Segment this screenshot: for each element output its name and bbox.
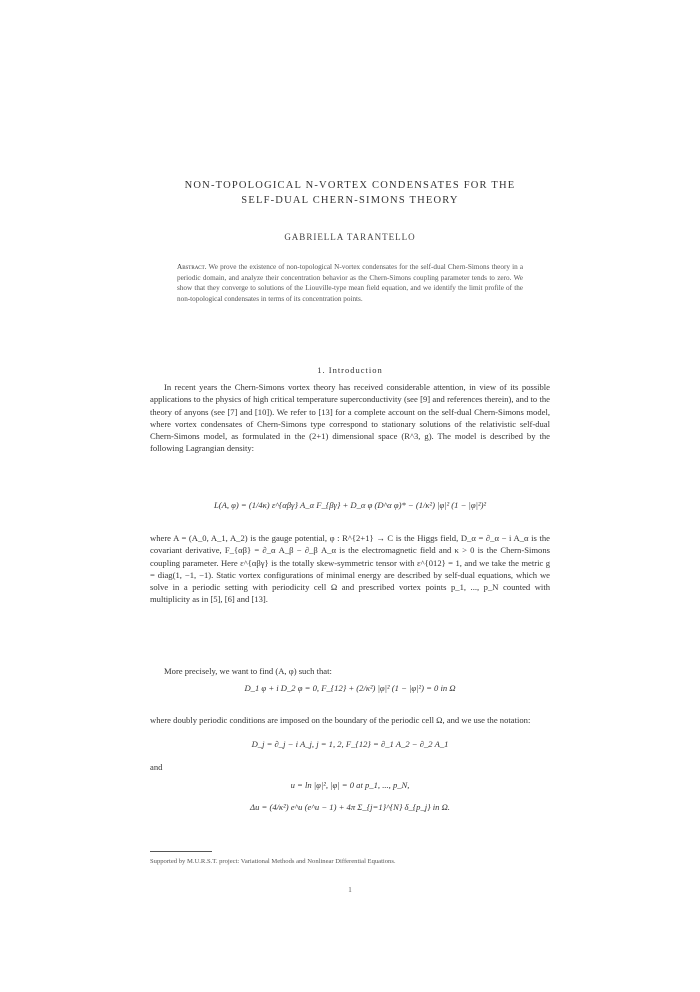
abstract — [177, 262, 523, 304]
equation-self-dual: D_1 φ + i D_2 φ = 0, F_{12} + (2/κ²) |φ|² (1 − |φ|²) = 0 in Ω — [244, 683, 456, 693]
text-where: where doubly periodic conditions are imposed on the boundary of the periodic cell Ω, and we use the notation: — [150, 715, 531, 725]
equation-covariant: D_j = ∂_j − i A_j, j = 1, 2, F_{12} = ∂_1 A_2 − ∂_2 A_1 — [251, 739, 449, 749]
page-number: 1 — [348, 886, 352, 894]
footnote: Supported by M.U.R.S.T. project: Variational Methods and Nonlinear Differential Equations. — [150, 858, 396, 865]
paragraph-3: More precisely, we want to find (A, φ) such that: — [164, 666, 332, 676]
footnote-rule — [150, 851, 212, 852]
abstract-text: We prove the existence of non-topological N-vortex condensates for the self-dual Chern-Simons theory in a periodic domain, and analyze their concentration behavior as the Chern-Simons coupling parameter tends to zero. We show that they converge to solutions of the Liouville-type mean field equation, and we identify the limit profile of the non-topological condensates in terms of its concentration points. — [177, 263, 524, 303]
section-heading: 1. Introduction — [317, 365, 383, 375]
abstract-lead: Abstract. — [177, 263, 207, 271]
paper-title — [150, 178, 550, 208]
text-and: and — [150, 762, 163, 772]
paragraph-2: where A = (A_0, A_1, A_2) is the gauge potential, φ : R^{2+1} → C is the Higgs field, D_α = ∂_α − i A_α is the covariant derivative, F_{αβ} = ∂_α A_β − ∂_β A_α is the electromagnetic field and κ > 0 is the Chern-Simons coupling parameter. Here ε^{αβγ} is the totally skew-symmetric tensor with ε^{012} = 1, and we take the metric g = diag(1, −1, −1). Static vortex configurations of minimal energy are described by self-dual equations, which we solve in a periodic setting with periodicity cell Ω and prescribed vortex points p_1, ..., p_N counted with multiplicity as in [5], [6] and [13]. — [150, 533, 550, 605]
equation-elliptic: Δu = (4/κ²) e^u (e^u − 1) + 4π Σ_{j=1}^{N} δ_{p_j} in Ω. — [250, 802, 450, 812]
equation-substitution: u = ln |φ|², |φ| = 0 at p_1, ..., p_N, — [290, 780, 410, 790]
equation-lagrangian: L(A, φ) = (1/4κ) ε^{αβγ} A_α F_{βγ} + D_α φ (D^α φ)* − (1/κ²) |φ|² (1 − |φ|²)² — [213, 500, 487, 510]
title-line-1: NON-TOPOLOGICAL N-VORTEX CONDENSATES FOR THE — [184, 180, 516, 191]
author-name: GABRIELLA TARANTELLO — [284, 232, 416, 242]
paragraph-1: In recent years the Chern-Simons vortex theory has received considerable attention, in view of its possible applications to the physics of high critical temperature superconductivity (see [9] and references therein), and to the theory of anyons (see [7] and [10]). We refer to [13] for a complete account on the self-dual Chern-Simons model, where vortex condensates of Chern-Simons type correspond to stationary solutions of the relativistic self-dual Chern-Simons model, as formulated in the (2+1) dimensional space (R^3, g). The model is described by the following Lagrangian density: — [150, 382, 550, 454]
title-line-2: SELF-DUAL CHERN-SIMONS THEORY — [241, 195, 459, 206]
